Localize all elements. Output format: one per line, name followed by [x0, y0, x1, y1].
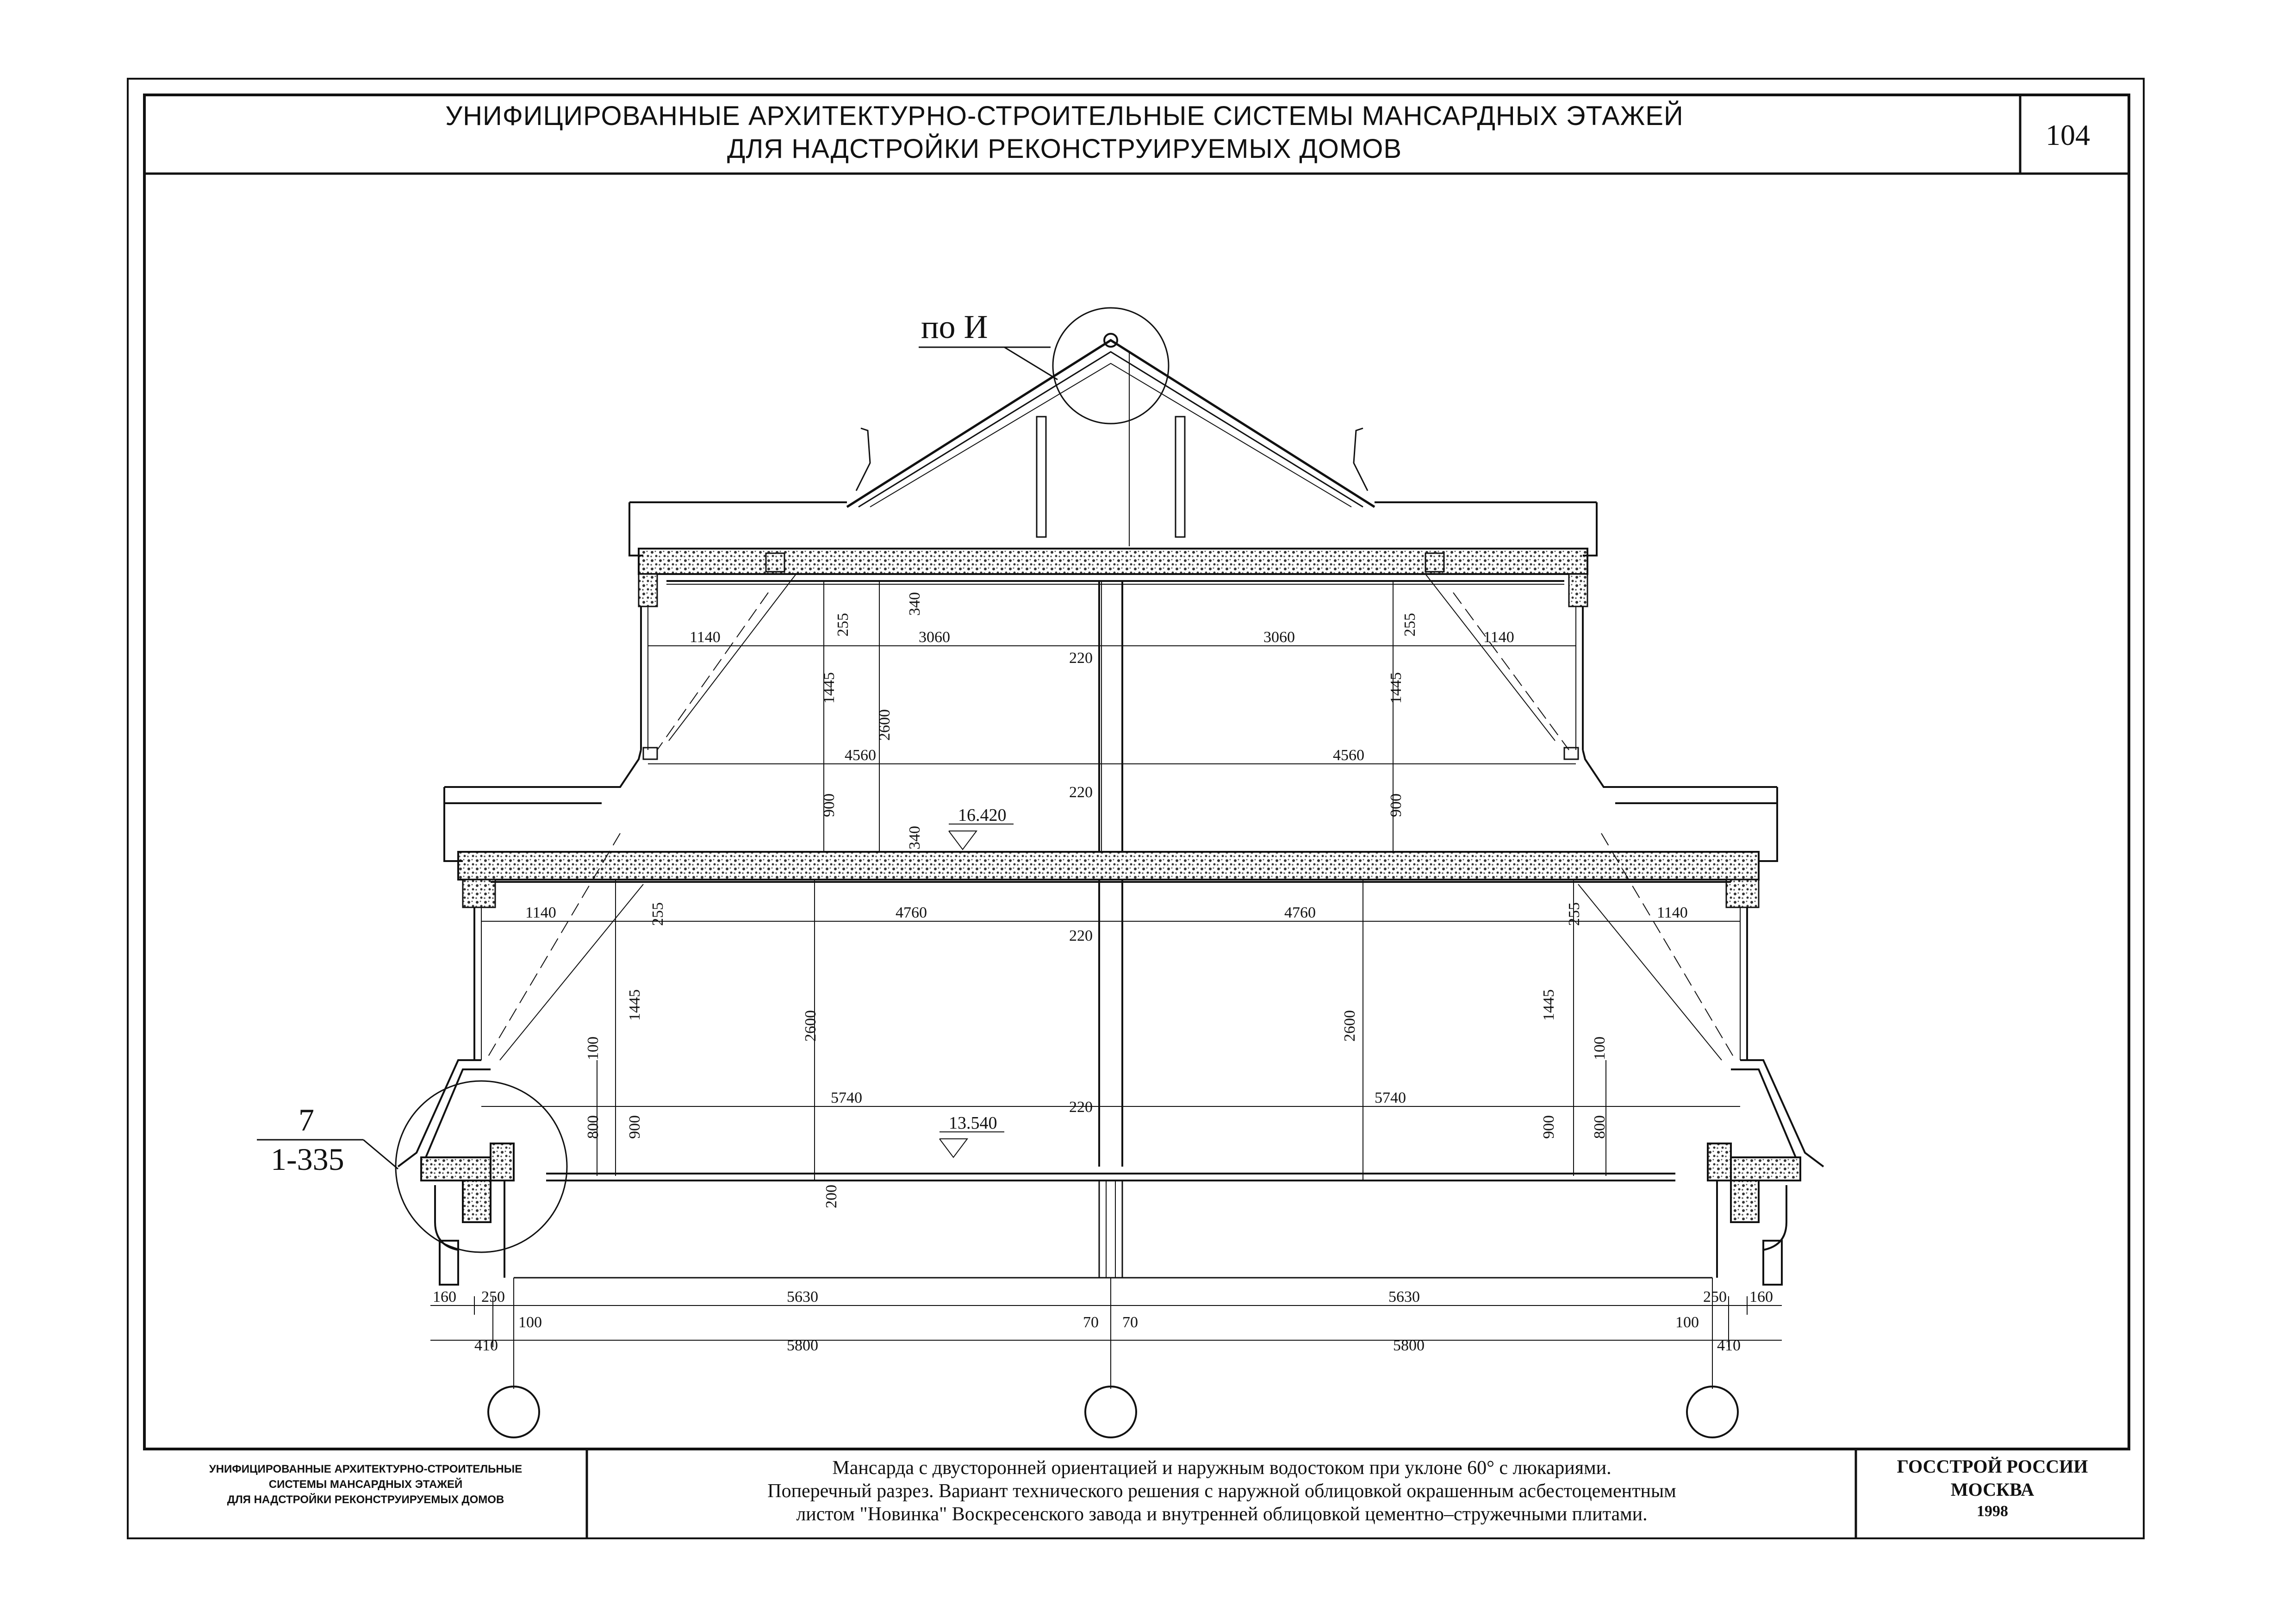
title-line-1: УНИФИЦИРОВАННЫЕ АРХИТЕКТУРНО-СТРОИТЕЛЬНЫЕ СИСТЕМЫ МАНСАРДНЫХ ЭТАЖЕЙ [445, 101, 1684, 131]
dim-lower-900-right: 900 [1540, 1115, 1557, 1139]
dim-bottom-70-right: 70 [1122, 1314, 1138, 1331]
dim-lower-4760-right: 4760 [1284, 904, 1316, 921]
org-city: МОСКВА [1950, 1479, 2035, 1500]
dim-lower-5740-right: 5740 [1375, 1089, 1406, 1106]
dim-lower-2600-right: 2600 [1341, 1010, 1358, 1042]
dim-upper-255-left: 255 [834, 613, 852, 637]
lower-floor [474, 833, 1747, 1278]
dim-bottom-410-left: 410 [474, 1337, 498, 1354]
dim-bottom-250-right: 250 [1703, 1288, 1727, 1305]
dim-lower-800-right: 800 [1591, 1115, 1608, 1139]
dim-lower-220-a: 220 [1069, 927, 1093, 944]
dim-upper-900-left: 900 [821, 793, 838, 817]
level-mark-upper: 16.420 [958, 806, 1007, 825]
dim-upper-340-bottom: 340 [906, 826, 923, 849]
dim-lower-255-right: 255 [1566, 902, 1583, 926]
system-name-line-1: УНИФИЦИРОВАННЫЕ АРХИТЕКТУРНО-СТРОИТЕЛЬНЫЕ [209, 1463, 523, 1475]
dim-upper-4560-right: 4560 [1333, 747, 1364, 764]
dim-upper-220-a: 220 [1069, 650, 1093, 667]
node-callout-label: по И [921, 308, 988, 345]
dim-lower-220-b: 220 [1069, 1099, 1093, 1116]
org-name: ГОССТРОЙ РОССИИ [1897, 1456, 2088, 1477]
dim-upper-1140-left: 1140 [690, 629, 721, 646]
dim-upper-220-b: 220 [1069, 784, 1093, 801]
dim-upper-4560-left: 4560 [845, 747, 876, 764]
dim-bottom-70-left: 70 [1083, 1314, 1099, 1331]
dim-lower-1445-left: 1445 [626, 989, 643, 1021]
dim-upper-1140-right: 1140 [1483, 629, 1514, 646]
dim-lower-1445-right: 1445 [1540, 989, 1557, 1021]
eave-right [1708, 1060, 1823, 1285]
caption-line-2: Поперечный разрез. Вариант технического решения с наружной облицовкой окрашенным асбестоцементным [767, 1480, 1676, 1502]
dim-bottom-250-left: 250 [481, 1288, 505, 1305]
level-mark-lower: 13.540 [949, 1113, 997, 1133]
dim-upper-2600: 2600 [876, 709, 893, 741]
title-line-2: ДЛЯ НАДСТРОЙКИ РЕКОНСТРУИРУЕМЫХ ДОМОВ [727, 134, 1402, 164]
detail-number: 7 [299, 1102, 314, 1137]
dim-bottom-5800-right: 5800 [1393, 1337, 1425, 1354]
dim-lower-255-left: 255 [649, 902, 666, 926]
middle-slab [444, 784, 1777, 907]
caption-line-3: листом "Новинка" Воскресенского завода и внутренней облицовкой цементно–стружечными плитами. [796, 1504, 1648, 1525]
system-name-line-2: СИСТЕМЫ МАНСАРДНЫХ ЭТАЖЕЙ [268, 1478, 463, 1491]
dim-bottom-100-right: 100 [1675, 1314, 1699, 1331]
dim-upper-255-right: 255 [1401, 613, 1419, 637]
dim-upper-1445-right: 1445 [1388, 672, 1405, 704]
dim-bottom-160-right: 160 [1749, 1288, 1773, 1305]
dim-lower-100-left: 100 [585, 1037, 602, 1060]
dim-lower-1140-right: 1140 [1657, 904, 1688, 921]
dim-upper-340-top: 340 [906, 592, 923, 616]
dim-upper-3060-left: 3060 [919, 629, 950, 646]
dim-lower-800-left: 800 [585, 1115, 602, 1139]
dim-bottom-160-left: 160 [433, 1288, 456, 1305]
dim-bottom-5630-right: 5630 [1388, 1288, 1420, 1305]
dim-bottom-5630-left: 5630 [787, 1288, 818, 1305]
dim-lower-900-left: 900 [626, 1115, 643, 1139]
dim-lower-1140-left: 1140 [525, 904, 556, 921]
dim-lower-5740-left: 5740 [831, 1089, 862, 1106]
org-year: 1998 [1977, 1503, 2008, 1520]
upper-slab [629, 502, 1597, 606]
caption-line-1: Мансарда с двусторонней ориентацией и наружным водостоком при уклоне 60° с люкариями. [832, 1457, 1612, 1479]
detail-sheet-ref: 1-335 [271, 1142, 344, 1177]
dim-bottom-100-left: 100 [518, 1314, 542, 1331]
dim-lower-2600-left: 2600 [802, 1010, 819, 1042]
dim-upper-1445-left: 1445 [821, 672, 838, 704]
dim-upper-900-right: 900 [1388, 793, 1405, 817]
dim-lower-100-right: 100 [1591, 1037, 1608, 1060]
dim-lower-4760-left: 4760 [896, 904, 927, 921]
eave-left [396, 1060, 567, 1285]
dim-bottom-5800-left: 5800 [787, 1337, 818, 1354]
system-name-line-3: ДЛЯ НАДСТРОЙКИ РЕКОНСТРУИРУЕМЫХ ДОМОВ [227, 1493, 504, 1506]
dim-bottom-410-right: 410 [1717, 1337, 1741, 1354]
dim-upper-3060-right: 3060 [1263, 629, 1295, 646]
dim-lower-200: 200 [823, 1185, 840, 1208]
sheet-number: 104 [2046, 119, 2090, 151]
